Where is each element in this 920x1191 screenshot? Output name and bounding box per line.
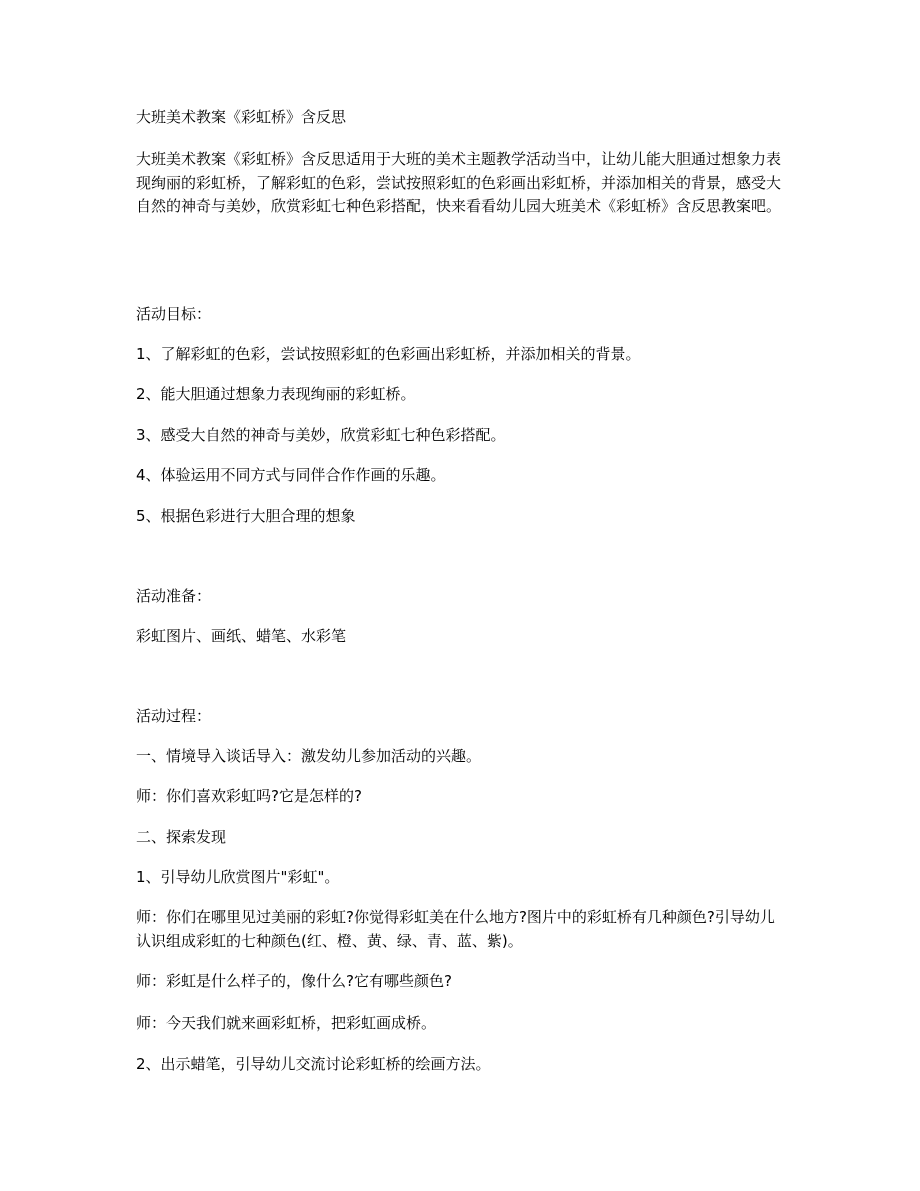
process-item: 1、引导幼儿欣赏图片"彩虹"。: [136, 868, 340, 886]
process-item: 一、情境导入谈话导入：激发幼儿参加活动的兴趣。: [136, 747, 482, 765]
goal-item: 1、了解彩虹的色彩，尝试按照彩虹的色彩画出彩虹桥，并添加相关的背景。: [136, 345, 641, 363]
process-item: 师：你们在哪里见过美丽的彩虹?你觉得彩虹美在什么地方?图片中的彩虹桥有几种颜色?引导幼儿认识组成彩虹的七种颜色(红、橙、黄、绿、青、蓝、紫)。: [136, 908, 775, 950]
process-heading: 活动过程：: [136, 707, 212, 725]
goal-item: 3、感受大自然的神奇与美妙，欣赏彩虹七种色彩搭配。: [136, 426, 506, 444]
goal-item: 5、根据色彩进行大胆合理的想象: [136, 507, 356, 525]
process-item: 师：今天我们就来画彩虹桥，把彩虹画成桥。: [136, 1014, 437, 1032]
process-item: 2、出示蜡笔，引导幼儿交流讨论彩虹桥的绘画方法。: [136, 1055, 491, 1073]
prep-heading: 活动准备：: [136, 587, 212, 605]
intro-paragraph: 大班美术教案《彩虹桥》含反思适用于大班的美术主题教学活动当中，让幼儿能大胆通过想象力表现绚丽的彩虹桥，了解彩虹的色彩，尝试按照彩虹的色彩画出彩虹桥，并添加相关的背景，感受大自然的神奇与美妙，欣赏彩虹七种色彩搭配，快来看看幼儿园大班美术《彩虹桥》含反思教案吧。: [136, 150, 782, 215]
goal-item: 4、体验运用不同方式与同伴合作作画的乐趣。: [136, 466, 446, 484]
prep-text: 彩虹图片、画纸、蜡笔、水彩笔: [136, 627, 347, 645]
goals-heading: 活动目标：: [136, 305, 212, 323]
process-item: 二、探索发现: [136, 828, 227, 846]
process-item: 师：彩虹是什么样子的，像什么?它有哪些颜色?: [136, 972, 452, 990]
goal-item: 2、能大胆通过想象力表现绚丽的彩虹桥。: [136, 385, 416, 403]
process-item: 师：你们喜欢彩虹吗?它是怎样的?: [136, 787, 362, 805]
document-title: 大班美术教案《彩虹桥》含反思: [136, 108, 347, 126]
